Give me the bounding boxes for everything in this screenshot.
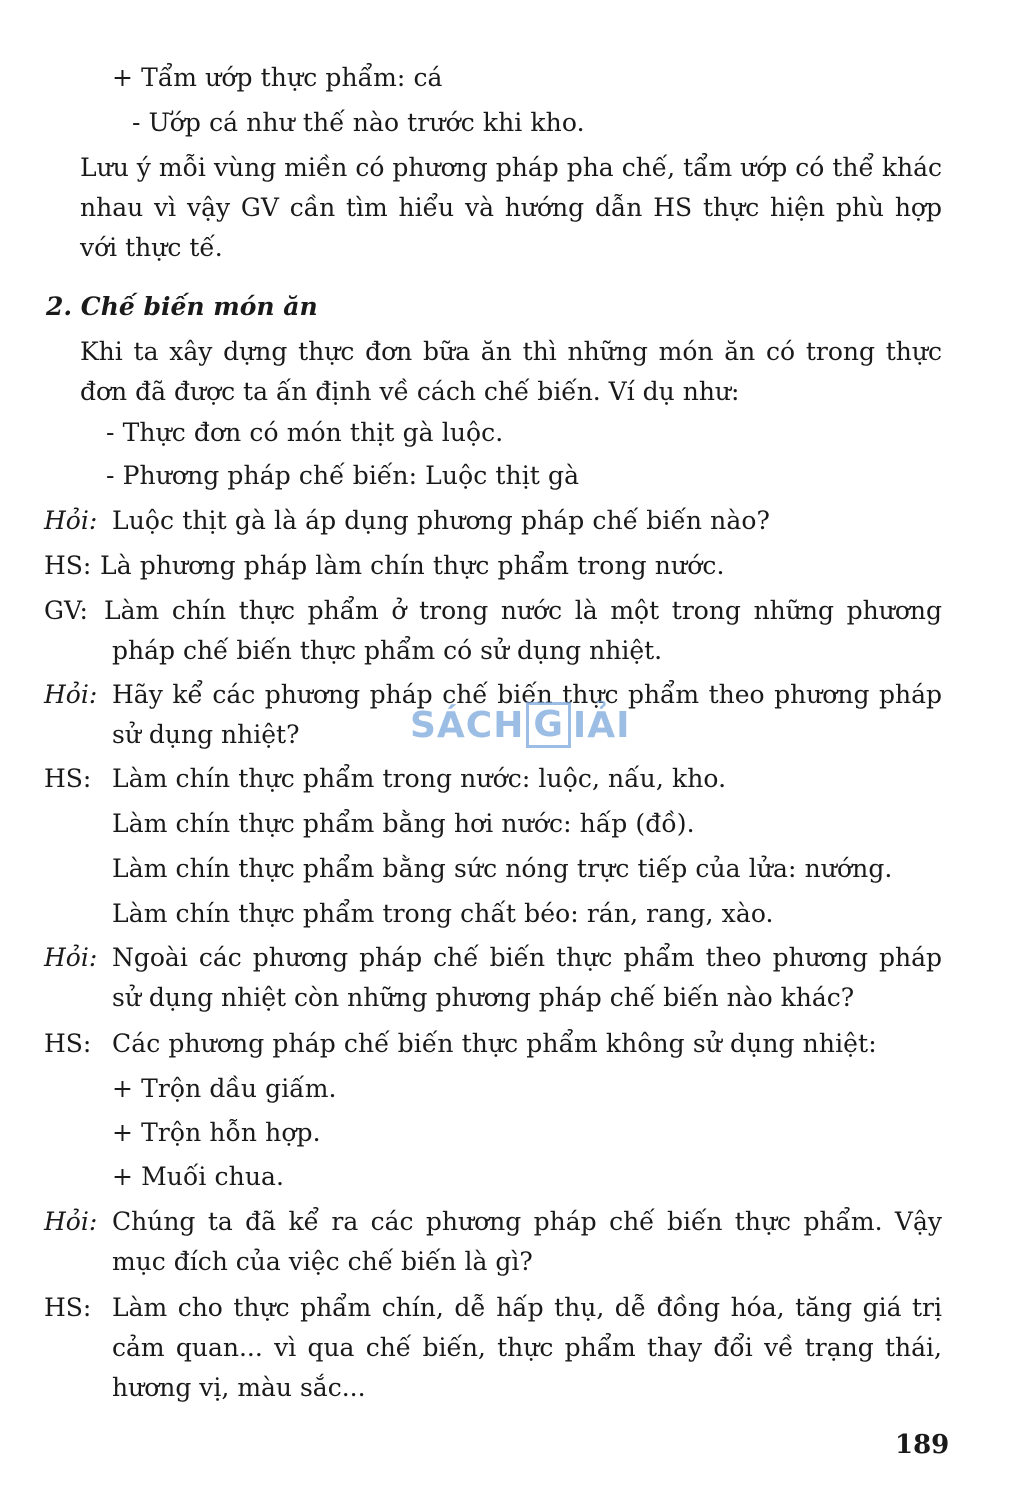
section-heading: 2. Chế biến món ăn: [46, 292, 318, 321]
student-answer: Làm chín thực phẩm bằng sức nóng trực tiếp của lửa: nướng.: [112, 854, 893, 883]
student-label: HS:: [44, 1029, 92, 1058]
student-answer: Các phương pháp chế biến thực phẩm không sử dụng nhiệt:: [112, 1029, 877, 1058]
watermark-g-icon: G: [526, 702, 571, 748]
student-answer: Làm chín thực phẩm trong chất béo: rán, rang, xào.: [112, 899, 774, 928]
page-number: 189: [895, 1430, 950, 1460]
student-answer: Làm chín thực phẩm bằng hơi nước: hấp (đồ).: [112, 809, 695, 838]
student-answer: Làm chín thực phẩm trong nước: luộc, nấu, kho.: [112, 764, 727, 793]
watermark-logo: [410, 702, 631, 748]
list-item: - Ướp cá như thế nào trước khi kho.: [132, 108, 585, 137]
student-answer: Làm cho thực phẩm chín, dễ hấp thụ, dễ đồng hóa, tăng giá trị cảm quan... vì qua chế biến, thực phẩm thay đổi về trạng thái, hương vị, màu sắc...: [112, 1293, 942, 1402]
paragraph-intro: Khi ta xây dựng thực đơn bữa ăn thì những món ăn có trong thực đơn đã được ta ấn định về cách chế biến. Ví dụ như:: [80, 337, 942, 406]
list-item: - Thực đơn có món thịt gà luộc.: [106, 418, 504, 447]
teacher-text: Làm chín thực phẩm ở trong nước là một trong những phương pháp chế biến thực phẩm có sử dụng nhiệt.: [104, 596, 942, 665]
question-label: Hỏi:: [44, 1207, 98, 1236]
student-answer: Là phương pháp làm chín thực phẩm trong nước.: [100, 551, 725, 580]
student-label: HS:: [44, 1293, 92, 1322]
student-label: HS:: [44, 764, 92, 793]
question-text: Ngoài các phương pháp chế biến thực phẩm theo phương pháp sử dụng nhiệt còn những phương pháp chế biến nào khác?: [112, 943, 942, 1012]
question-label: Hỏi:: [44, 680, 98, 709]
teacher-label: GV:: [44, 596, 88, 625]
question-text: Luộc thịt gà là áp dụng phương pháp chế biến nào?: [112, 506, 771, 535]
list-item: - Phương pháp chế biến: Luộc thịt gà: [106, 461, 580, 490]
student-label: HS:: [44, 551, 92, 580]
list-item: + Trộn hỗn hợp.: [112, 1118, 321, 1147]
question-text: Chúng ta đã kể ra các phương pháp chế biến thực phẩm. Vậy mục đích của việc chế biến là gì?: [112, 1207, 942, 1276]
question-label: Hỏi:: [44, 943, 98, 972]
question-text: Hãy kể các phương pháp chế biến thực phẩm theo phương pháp sử dụng nhiệt?: [112, 680, 942, 749]
watermark-text: IẢI: [572, 704, 631, 746]
list-item: + Tẩm ướp thực phẩm: cá: [112, 63, 443, 92]
paragraph-note: Lưu ý mỗi vùng miền có phương pháp pha chế, tẩm ướp có thể khác nhau vì vậy GV cần tìm hiểu và hướng dẫn HS thực hiện phù hợp với thực tế.: [80, 153, 942, 262]
question-label: Hỏi:: [44, 506, 98, 535]
list-item: + Muối chua.: [112, 1162, 285, 1191]
watermark-text: SÁCH: [410, 704, 525, 746]
list-item: + Trộn dầu giấm.: [112, 1074, 337, 1103]
